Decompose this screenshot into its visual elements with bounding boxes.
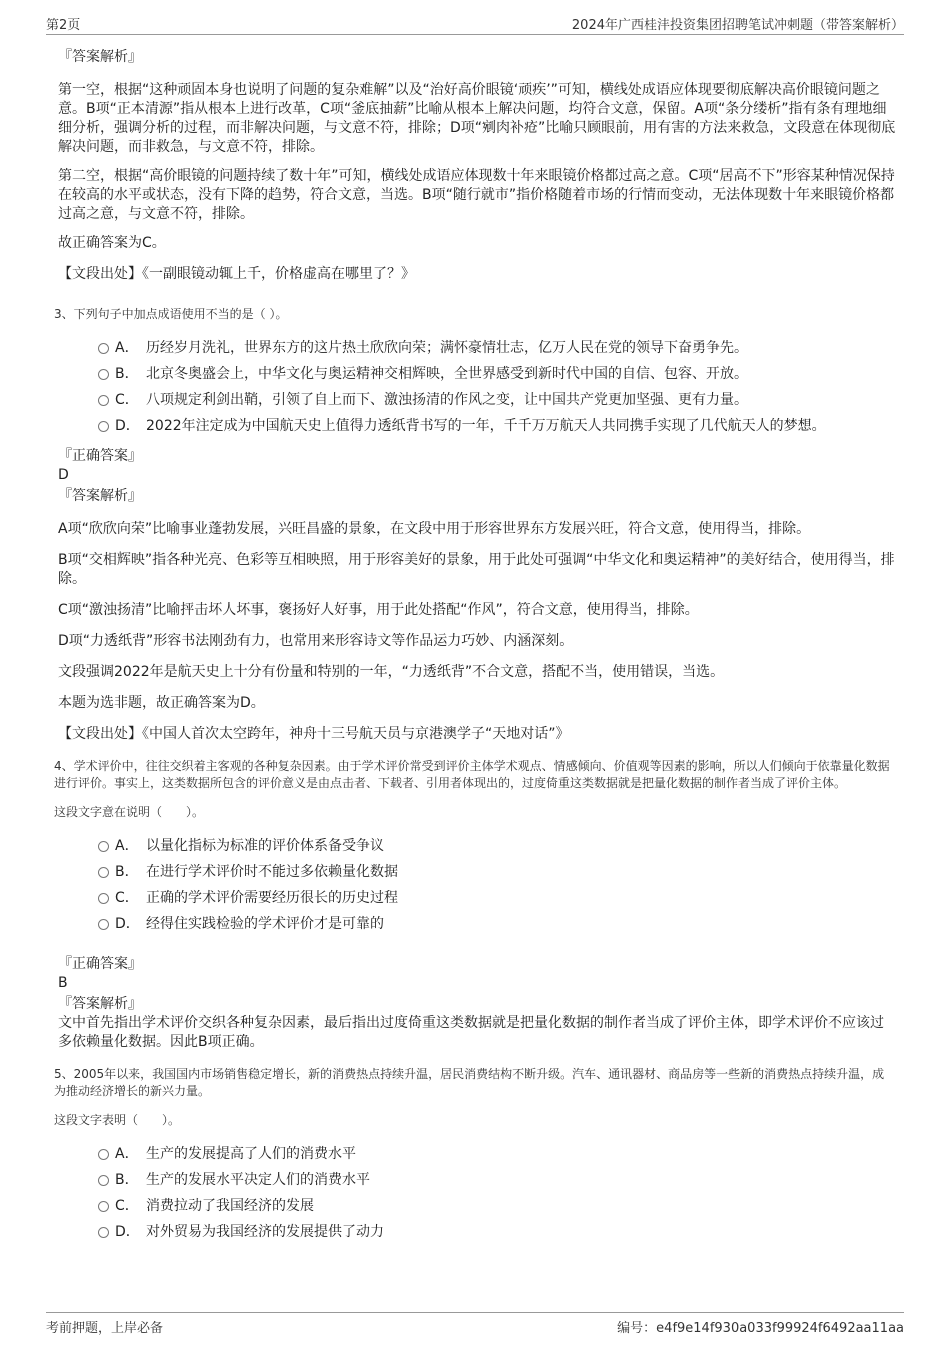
document-title: 2024年广西桂沣投资集团招聘笔试冲刺题（带答案解析） [571, 18, 904, 33]
footer-slogan: 考前押题，上岸必备 [46, 1321, 164, 1336]
option-c[interactable]: C． 八项规定利剑出鞘，引领了自上而下、激浊扬清的作风之变，让中国共产党更加坚强、更有力量。 [58, 387, 896, 413]
options-list [58, 1141, 896, 1245]
analysis-paragraph: A项“欣欣向荣”比喻事业蓬勃发展，兴旺昌盛的景象，在文段中用于形容世界东方发展兴旺，符合文意，使用得当，排除。 [58, 521, 811, 537]
option-d[interactable]: D． 2022年注定成为中国航天史上值得力透纸背书写的一年，千千万万航天人共同携手实现了几代航天人的梦想。 [58, 413, 896, 439]
option-b[interactable]: B． 生产的发展水平决定人们的消费水平 [58, 1167, 896, 1193]
analysis-paragraph: 第二空，根据“高价眼镜的问题持续了数十年”可知，横线处成语应体现数十年来眼镜价格都过高之意。C项“居高不下”形容某种情况保持在较高的水平或状态，没有下降的趋势，符合文意，当选。B项“随行就市”指价格随着市场的行情而变动，无法体现数十年来眼镜价格都过高之意，与文意不符，排除。 [58, 168, 895, 222]
analysis-label: 『答案解析』 [58, 996, 142, 1012]
question-prompt: 这段文字意在说明（ ）。 [54, 805, 205, 819]
question-stem: 3、下列句子中加点成语使用不当的是（ ）。 [54, 307, 288, 321]
analysis-paragraph: C项“激浊扬清”比喻抨击坏人坏事，褒扬好人好事，用于此处搭配“作风”，符合文意，使用得当，排除。 [58, 602, 699, 618]
radio-button[interactable] [98, 369, 109, 380]
page-number: 第2页 [46, 18, 81, 33]
page-header [46, 10, 904, 35]
document-code: 编号：e4f9e14f930a033f99924f6492aa11aa [617, 1321, 904, 1336]
source-citation: 【文段出处】《一副眼镜动辄上千，价格虚高在哪里了？》 [58, 266, 415, 282]
correct-answer: D [58, 467, 69, 483]
analysis-paragraph: 文中首先指出学术评价交织各种复杂因素，最后指出过度倚重这类数据就是把量化数据的制作者当成了评价主体，即学术评价不应该过多依赖量化数据。因此B项正确。 [58, 1015, 884, 1050]
radio-button[interactable] [98, 1175, 109, 1186]
analysis-paragraph: 第一空，根据“这种顽固本身也说明了问题的复杂难解”以及“治好高价眼镜‘顽疾’”可知，横线处成语应体现要彻底解决高价眼镜问题之意。B项“正本清源”指从根本上进行改革，C项“釜底抽薪”比喻从根本上解决问题，均符合文意，保留。A项“条分缕析”指有条有理地细细分析，强调分析的过程，而非解决问题，与文意不符，排除；D项“剜肉补疮”比喻只顾眼前，用有害的方法来救急，文段意在体现彻底解决问题，而非救急，与文意不符，排除。 [58, 82, 896, 155]
radio-button[interactable] [98, 893, 109, 904]
page-content [54, 48, 896, 1245]
option-d[interactable]: D． 经得住实践检验的学术评价才是可靠的 [58, 911, 896, 937]
radio-button[interactable] [98, 841, 109, 852]
analysis-label: 『答案解析』 [58, 488, 142, 504]
analysis-label: 『答案解析』 [58, 49, 142, 65]
radio-button[interactable] [98, 867, 109, 878]
radio-button[interactable] [98, 395, 109, 406]
radio-button[interactable] [98, 1227, 109, 1238]
question-prompt: 这段文字表明（ ）。 [54, 1113, 181, 1127]
analysis-paragraph: B项“交相辉映”指各种光亮、色彩等互相映照，用于形容美好的景象，用于此处可强调“中华文化和奥运精神”的美好结合，使用得当，排除。 [58, 552, 895, 587]
answer-conclusion: 故正确答案为C。 [58, 235, 166, 251]
option-d[interactable]: D． 对外贸易为我国经济的发展提供了动力 [58, 1219, 896, 1245]
radio-button[interactable] [98, 421, 109, 432]
analysis-paragraph: 文段强调2022年是航天史上十分有份量和特别的一年，“力透纸背”不合文意，搭配不当，使用错误，当选。 [58, 664, 725, 680]
analysis-paragraph: D项“力透纸背”形容书法刚劲有力，也常用来形容诗文等作品运力巧妙、内涵深刻。 [58, 633, 574, 649]
option-a[interactable]: A． 以量化指标为标准的评价体系备受争议 [58, 833, 896, 859]
answer-conclusion: 本题为选非题，故正确答案为D。 [58, 695, 265, 711]
options-list [58, 335, 896, 439]
correct-answer-label: 『正确答案』 [58, 448, 142, 464]
source-citation: 【文段出处】《中国人首次太空跨年，神舟十三号航天员与京港澳学子“天地对话”》 [58, 726, 570, 742]
option-c[interactable]: C． 消费拉动了我国经济的发展 [58, 1193, 896, 1219]
radio-button[interactable] [98, 1201, 109, 1212]
option-a[interactable]: A． 历经岁月洗礼，世界东方的这片热土欣欣向荣；满怀豪情壮志，亿万人民在党的领导下奋勇争先。 [58, 335, 896, 361]
radio-button[interactable] [98, 919, 109, 930]
options-list [58, 833, 896, 937]
question-stem: 5、2005年以来，我国国内市场销售稳定增长，新的消费热点持续升温，居民消费结构不断升级。汽车、通讯器材、商品房等一些新的消费热点持续升温，成为推动经济增长的新兴力量。 [54, 1067, 885, 1098]
option-b[interactable]: B． 在进行学术评价时不能过多依赖量化数据 [58, 859, 896, 885]
correct-answer: B [58, 975, 68, 991]
correct-answer-label: 『正确答案』 [58, 956, 142, 972]
option-a[interactable]: A． 生产的发展提高了人们的消费水平 [58, 1141, 896, 1167]
option-b[interactable]: B． 北京冬奥盛会上，中华文化与奥运精神交相辉映，全世界感受到新时代中国的自信、包容、开放。 [58, 361, 896, 387]
option-c[interactable]: C． 正确的学术评价需要经历很长的历史过程 [58, 885, 896, 911]
radio-button[interactable] [98, 1149, 109, 1160]
question-stem: 4、学术评价中，往往交织着主客观的各种复杂因素。由于学术评价常受到评价主体学术观点、情感倾向、价值观等因素的影响，所以人们倾向于依靠量化数据进行评价。事实上，这类数据所包含的评价意义是由点击者、下载者、引用者体现出的，过度倚重这类数据就是把量化数据的制作者当成了评价主体。 [54, 759, 890, 790]
page-footer [46, 1312, 904, 1336]
radio-button[interactable] [98, 343, 109, 354]
